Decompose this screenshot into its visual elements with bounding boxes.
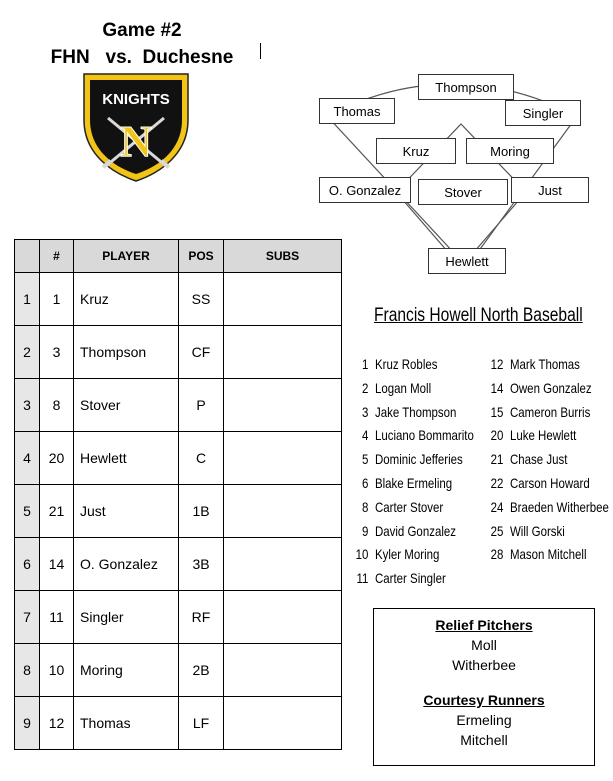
player-position: 1B bbox=[179, 485, 224, 538]
roster-name: Carter Stover bbox=[374, 498, 444, 515]
roster-number: 10 bbox=[355, 546, 369, 563]
roster-name: Cameron Burris bbox=[509, 403, 591, 420]
table-row bbox=[15, 485, 342, 538]
batting-order: 3 bbox=[15, 379, 40, 432]
roster-name: Carson Howard bbox=[509, 474, 590, 491]
roster-name: Braeden Witherbee bbox=[509, 498, 609, 515]
courtesy-runner: Ermeling bbox=[456, 712, 512, 728]
subs-cell bbox=[224, 591, 342, 644]
roster-number: 11 bbox=[356, 570, 369, 587]
batting-order: 2 bbox=[15, 326, 40, 379]
roster-number: 15 bbox=[490, 403, 504, 420]
roster-number: 25 bbox=[490, 522, 504, 539]
player-name: Moring bbox=[74, 644, 179, 697]
roster-name: Owen Gonzalez bbox=[509, 379, 592, 396]
player-box-right-field: Singler bbox=[505, 100, 581, 126]
batting-order: 4 bbox=[15, 432, 40, 485]
player-name: O. Gonzalez bbox=[74, 538, 179, 591]
table-row bbox=[15, 432, 342, 485]
player-position: SS bbox=[179, 273, 224, 326]
roster-number: 28 bbox=[490, 546, 504, 563]
subs-cell bbox=[224, 379, 342, 432]
player-box-shortstop: Kruz bbox=[376, 138, 456, 164]
relief-pitcher: Witherbee bbox=[452, 657, 516, 673]
knights-logo bbox=[80, 70, 192, 183]
player-position: 3B bbox=[179, 538, 224, 591]
player-box-third-base: O. Gonzalez bbox=[319, 177, 411, 203]
roster-name: Chase Just bbox=[509, 451, 568, 468]
roster-name: Logan Moll bbox=[374, 379, 432, 396]
jersey-number: 10 bbox=[40, 644, 74, 697]
roster-number: 22 bbox=[490, 474, 504, 491]
roster-name: Kyler Moring bbox=[374, 546, 440, 563]
player-box-first-base: Just bbox=[511, 177, 589, 203]
batting-order: 6 bbox=[15, 538, 40, 591]
list-item bbox=[487, 475, 609, 499]
roster-name: Luke Hewlett bbox=[509, 427, 577, 444]
list-item bbox=[352, 570, 474, 594]
roster-name: Mason Mitchell bbox=[509, 546, 587, 563]
roster-name: Luciano Bommarito bbox=[374, 427, 474, 444]
player-box-center-field: Thompson bbox=[418, 74, 514, 100]
player-name: Thompson bbox=[74, 326, 179, 379]
list-item bbox=[487, 523, 609, 547]
player-box-catcher: Hewlett bbox=[428, 248, 506, 274]
header-number: # bbox=[40, 240, 74, 273]
player-name: Singler bbox=[74, 591, 179, 644]
roster-number: 9 bbox=[362, 522, 369, 539]
pitchers-runners-box bbox=[373, 608, 595, 766]
roster-name: David Gonzalez bbox=[374, 522, 456, 539]
subs-cell bbox=[224, 538, 342, 591]
roster-number: 5 bbox=[362, 451, 369, 468]
list-item bbox=[487, 356, 609, 380]
table-row bbox=[15, 644, 342, 697]
player-name: Just bbox=[74, 485, 179, 538]
text-cursor bbox=[260, 43, 261, 59]
list-item bbox=[352, 404, 474, 428]
roster-name: Kruz Robles bbox=[374, 356, 438, 372]
roster-number: 21 bbox=[490, 451, 504, 468]
jersey-number: 14 bbox=[40, 538, 74, 591]
roster-number: 20 bbox=[490, 427, 504, 444]
roster-number: 2 bbox=[362, 379, 369, 396]
player-position: 2B bbox=[179, 644, 224, 697]
player-name: Thomas bbox=[74, 697, 179, 750]
list-item bbox=[487, 404, 609, 428]
list-item bbox=[487, 427, 609, 451]
jersey-number: 20 bbox=[40, 432, 74, 485]
relief-pitcher: Moll bbox=[471, 637, 497, 653]
jersey-number: 11 bbox=[40, 591, 74, 644]
courtesy-runners-heading: Courtesy Runners bbox=[423, 692, 545, 708]
player-position: P bbox=[179, 379, 224, 432]
logo-letter: N bbox=[120, 117, 152, 166]
list-item bbox=[352, 523, 474, 547]
courtesy-runner: Mitchell bbox=[460, 732, 508, 748]
list-item bbox=[352, 546, 474, 570]
relief-pitchers-heading: Relief Pitchers bbox=[435, 617, 533, 633]
table-row bbox=[15, 591, 342, 644]
list-item bbox=[352, 451, 474, 475]
list-item bbox=[352, 356, 474, 380]
table-row bbox=[15, 379, 342, 432]
table-row bbox=[15, 538, 342, 591]
batting-order: 7 bbox=[15, 591, 40, 644]
batting-order: 8 bbox=[15, 644, 40, 697]
header-position: POS bbox=[179, 240, 224, 273]
game-label: Game #2 bbox=[102, 20, 182, 41]
subs-cell bbox=[224, 644, 342, 697]
player-name: Stover bbox=[74, 379, 179, 432]
player-name: Kruz bbox=[74, 273, 179, 326]
player-position: C bbox=[179, 432, 224, 485]
header-player: PLAYER bbox=[74, 240, 179, 273]
subs-cell bbox=[224, 273, 342, 326]
jersey-number: 12 bbox=[40, 697, 74, 750]
baseball-field-diagram bbox=[315, 62, 590, 277]
batting-order: 9 bbox=[15, 697, 40, 750]
list-item bbox=[352, 499, 474, 523]
jersey-number: 21 bbox=[40, 485, 74, 538]
table-row bbox=[15, 697, 342, 750]
roster-number: 24 bbox=[490, 498, 504, 515]
player-box-second-base: Moring bbox=[466, 138, 554, 164]
matchup-title: FHN vs. Duchesne bbox=[50, 47, 234, 68]
list-item bbox=[487, 499, 609, 523]
list-item bbox=[352, 427, 474, 451]
roster-number: 1 bbox=[362, 356, 369, 372]
roster-list-right bbox=[487, 356, 613, 570]
header-order bbox=[15, 240, 40, 273]
subs-cell bbox=[224, 326, 342, 379]
roster-title: Francis Howell North Baseball bbox=[374, 305, 583, 326]
player-position: LF bbox=[179, 697, 224, 750]
roster-number: 8 bbox=[362, 498, 369, 515]
list-item bbox=[487, 380, 609, 404]
batting-lineup-table bbox=[14, 239, 342, 750]
roster-number: 14 bbox=[490, 379, 504, 396]
roster-number: 12 bbox=[490, 356, 504, 372]
list-item bbox=[352, 380, 474, 404]
roster-number: 6 bbox=[362, 474, 369, 491]
batting-order: 1 bbox=[15, 273, 40, 326]
roster-name: Dominic Jefferies bbox=[374, 451, 463, 468]
table-row bbox=[15, 273, 342, 326]
subs-cell bbox=[224, 432, 342, 485]
roster-name: Blake Ermeling bbox=[374, 474, 453, 491]
roster-name: Carter Singler bbox=[374, 570, 446, 587]
roster-name: Jake Thompson bbox=[374, 403, 457, 420]
subs-cell bbox=[224, 697, 342, 750]
player-name: Hewlett bbox=[74, 432, 179, 485]
header-subs: SUBS bbox=[224, 240, 342, 273]
table-row bbox=[15, 326, 342, 379]
list-item bbox=[352, 475, 474, 499]
list-item bbox=[487, 546, 609, 570]
roster-number: 4 bbox=[362, 427, 369, 444]
roster-number: 3 bbox=[362, 403, 369, 420]
player-position: CF bbox=[179, 326, 224, 379]
subs-cell bbox=[224, 485, 342, 538]
jersey-number: 1 bbox=[40, 273, 74, 326]
player-box-left-field: Thomas bbox=[319, 98, 395, 124]
roster-list-left bbox=[352, 356, 504, 594]
roster-name: Will Gorski bbox=[509, 522, 565, 539]
lineup-header-row bbox=[15, 240, 342, 273]
batting-order: 5 bbox=[15, 485, 40, 538]
roster-name: Mark Thomas bbox=[509, 356, 580, 372]
logo-text: KNIGHTS bbox=[102, 91, 170, 108]
list-item bbox=[487, 451, 609, 475]
player-position: RF bbox=[179, 591, 224, 644]
player-box-pitcher: Stover bbox=[418, 179, 508, 205]
jersey-number: 8 bbox=[40, 379, 74, 432]
jersey-number: 3 bbox=[40, 326, 74, 379]
